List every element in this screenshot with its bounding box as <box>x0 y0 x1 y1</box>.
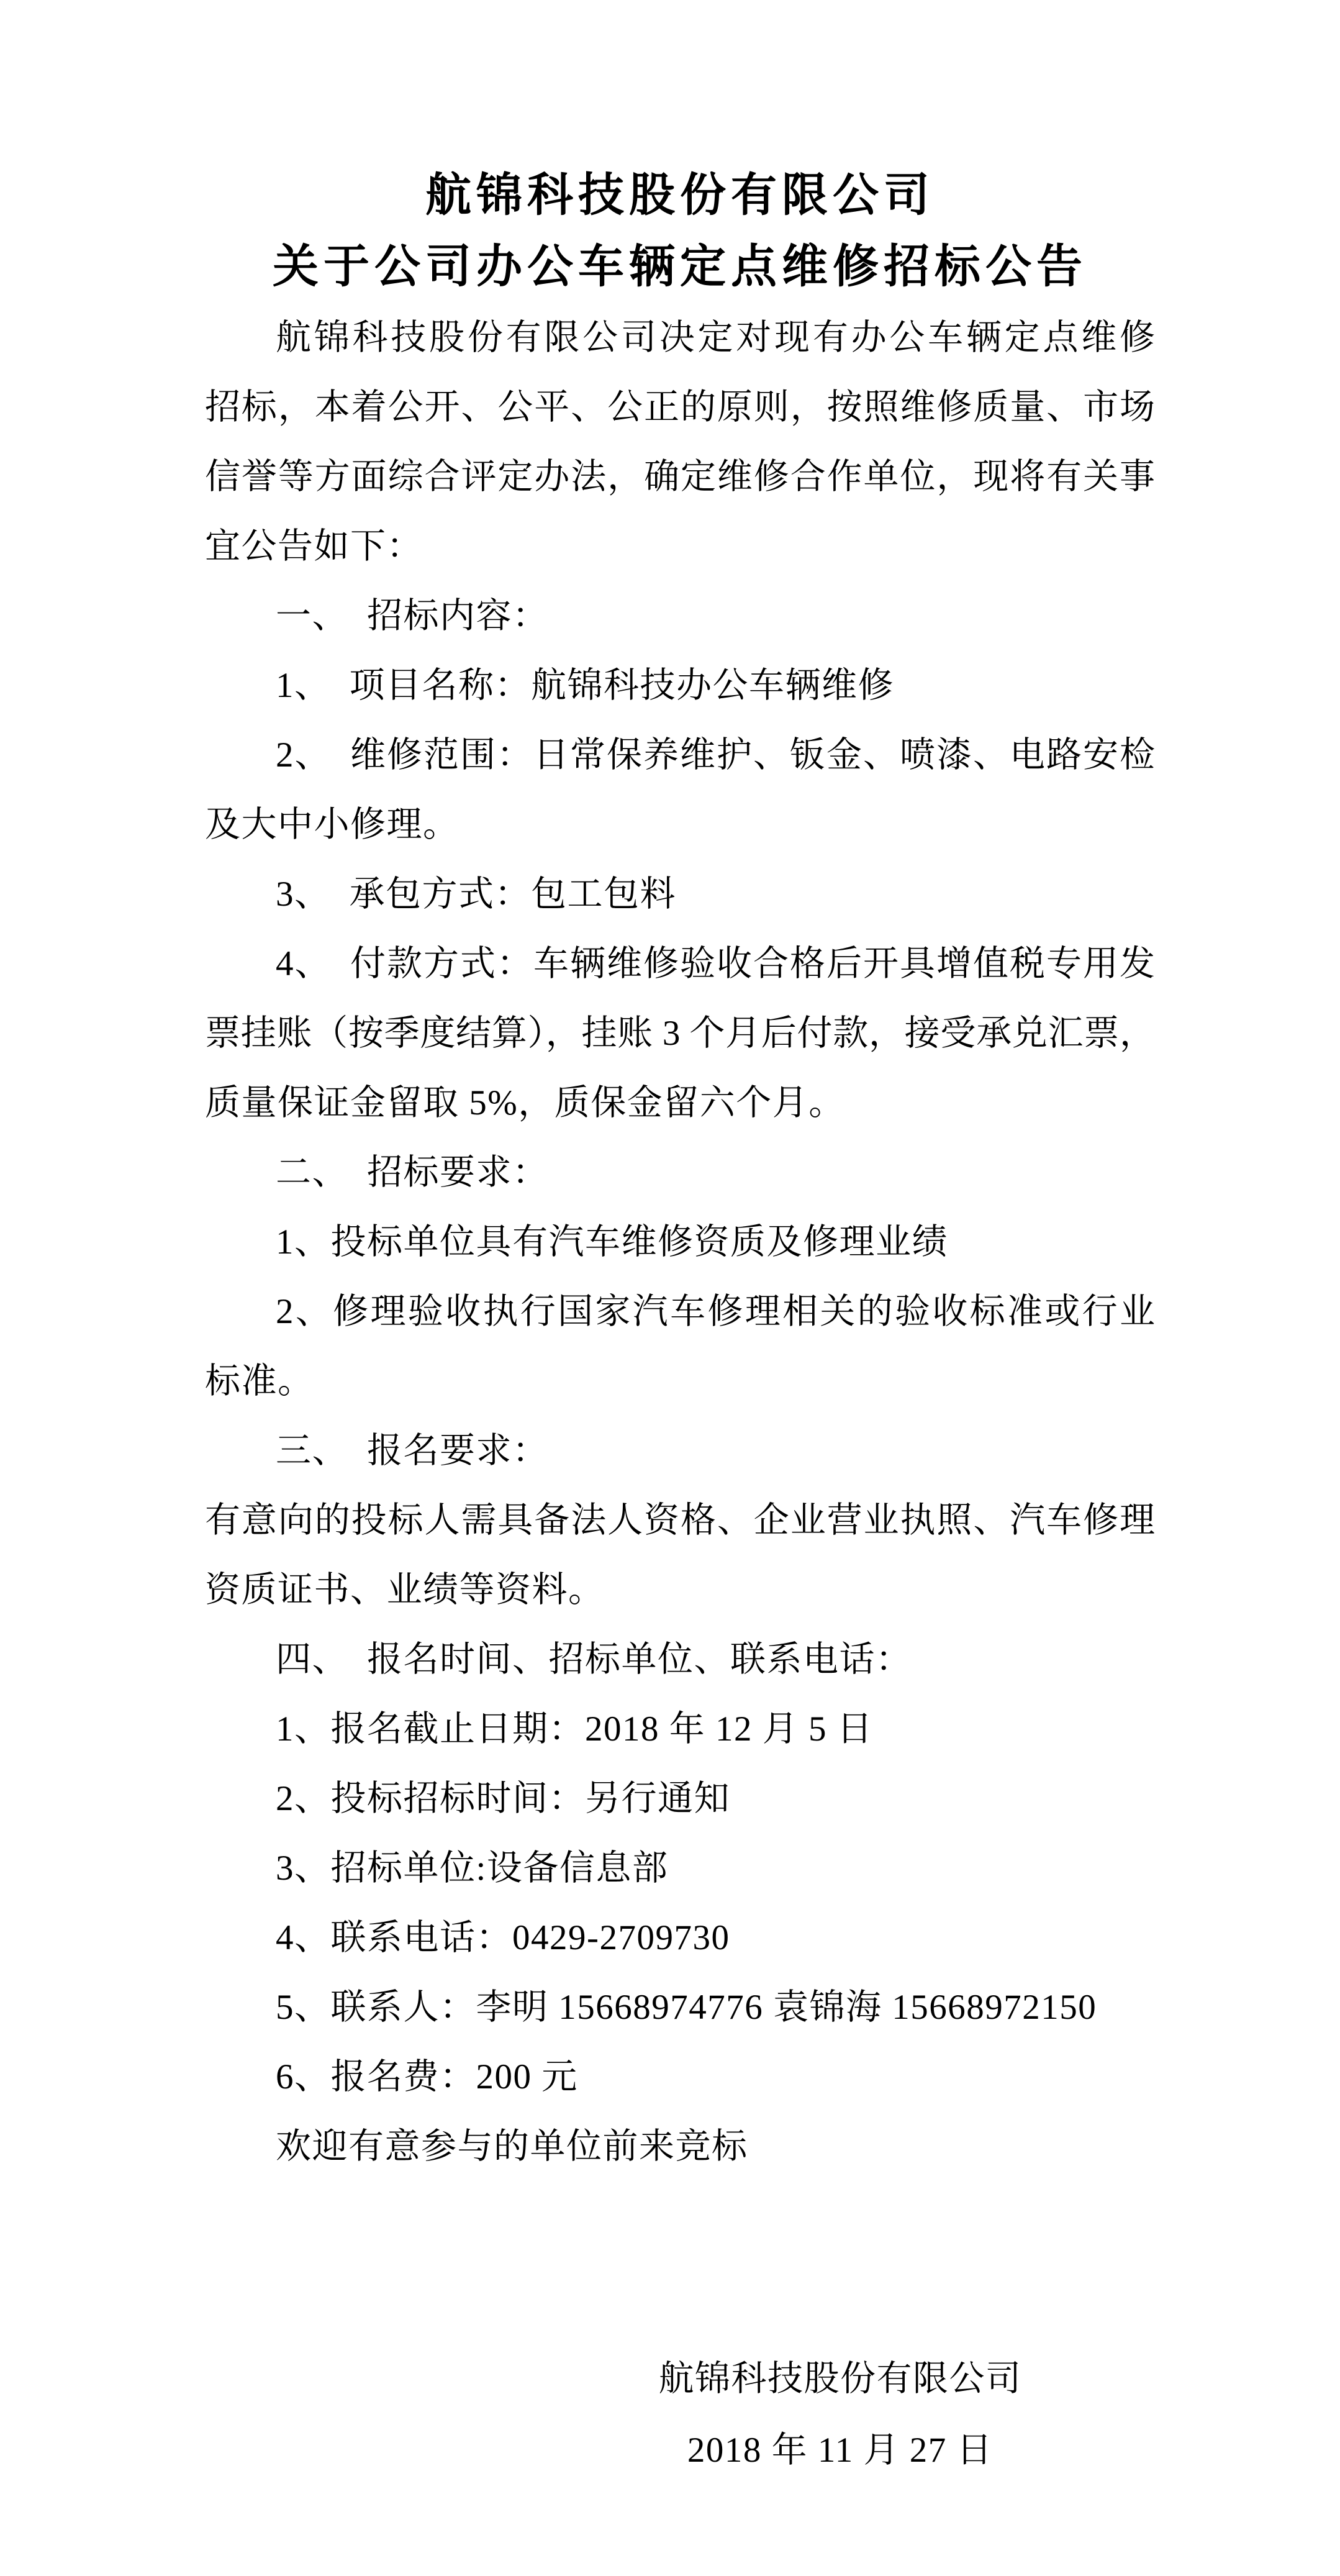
document-line: 欢迎有意参与的单位前来竞标 <box>276 2127 748 2166</box>
document-line: 招标，本着公开、公平、公正的原则，按照维修质量、市场 <box>205 388 1155 427</box>
document-line: 二、 招标要求： <box>276 1153 549 1192</box>
document-line: 2、投标招标时间：另行通知 <box>276 1779 730 1818</box>
document-title-line-2: 关于公司办公车辆定点维修招标公告 <box>273 242 1087 293</box>
signature-date: 2018 年 11 月 27 日 <box>687 2431 994 2470</box>
document-line: 3、 承包方式：包工包料 <box>276 875 676 914</box>
document-line: 6、报名费：200 元 <box>276 2057 578 2096</box>
document-line: 宜公告如下： <box>205 527 423 566</box>
document-line: 有意向的投标人需具备法人资格、企业营业执照、汽车修理 <box>205 1501 1155 1540</box>
document-line: 及大中小修理。 <box>205 805 459 844</box>
document-line: 4、 付款方式：车辆维修验收合格后开具增值税专用发 <box>276 944 1155 983</box>
document-line: 质量保证金留取 5%，质保金留六个月。 <box>205 1083 845 1122</box>
document-line: 3、招标单位:设备信息部 <box>276 1849 669 1888</box>
document-body <box>205 303 1155 2182</box>
document-line: 1、投标单位具有汽车维修资质及修理业绩 <box>276 1222 948 1262</box>
document-line: 四、 报名时间、招标单位、联系电话： <box>276 1640 912 1679</box>
document-line: 航锦科技股份有限公司决定对现有办公车辆定点维修 <box>276 318 1155 357</box>
document-line: 1、报名截止日期：2018 年 12 月 5 日 <box>276 1709 874 1749</box>
document-line: 资质证书、业绩等资料。 <box>205 1570 605 1609</box>
document-title-line-1: 航锦科技股份有限公司 <box>425 170 935 221</box>
document-line: 信誉等方面综合评定办法，确定维修合作单位，现将有关事 <box>205 457 1155 496</box>
signature-block <box>623 2343 1057 2486</box>
document-line: 一、 招标内容： <box>276 596 549 635</box>
signature-company: 航锦科技股份有限公司 <box>658 2359 1022 2398</box>
document-line: 票挂账（按季度结算），挂账 3 个月后付款，接受承兑汇票， <box>205 1014 1155 1053</box>
document-line: 三、 报名要求： <box>276 1431 549 1470</box>
document-line: 2、 维修范围：日常保养维护、钣金、喷漆、电路安检 <box>276 735 1155 775</box>
document-line: 5、联系人：李明 15668974776 袁锦海 15668972150 <box>276 1988 1097 2027</box>
document-line: 标准。 <box>205 1362 314 1401</box>
document-line: 4、联系电话：0429-2709730 <box>276 1918 730 1957</box>
document-line: 2、修理验收执行国家汽车修理相关的验收标准或行业 <box>276 1292 1155 1331</box>
document-line: 1、 项目名称：航锦科技办公车辆维修 <box>276 666 894 705</box>
